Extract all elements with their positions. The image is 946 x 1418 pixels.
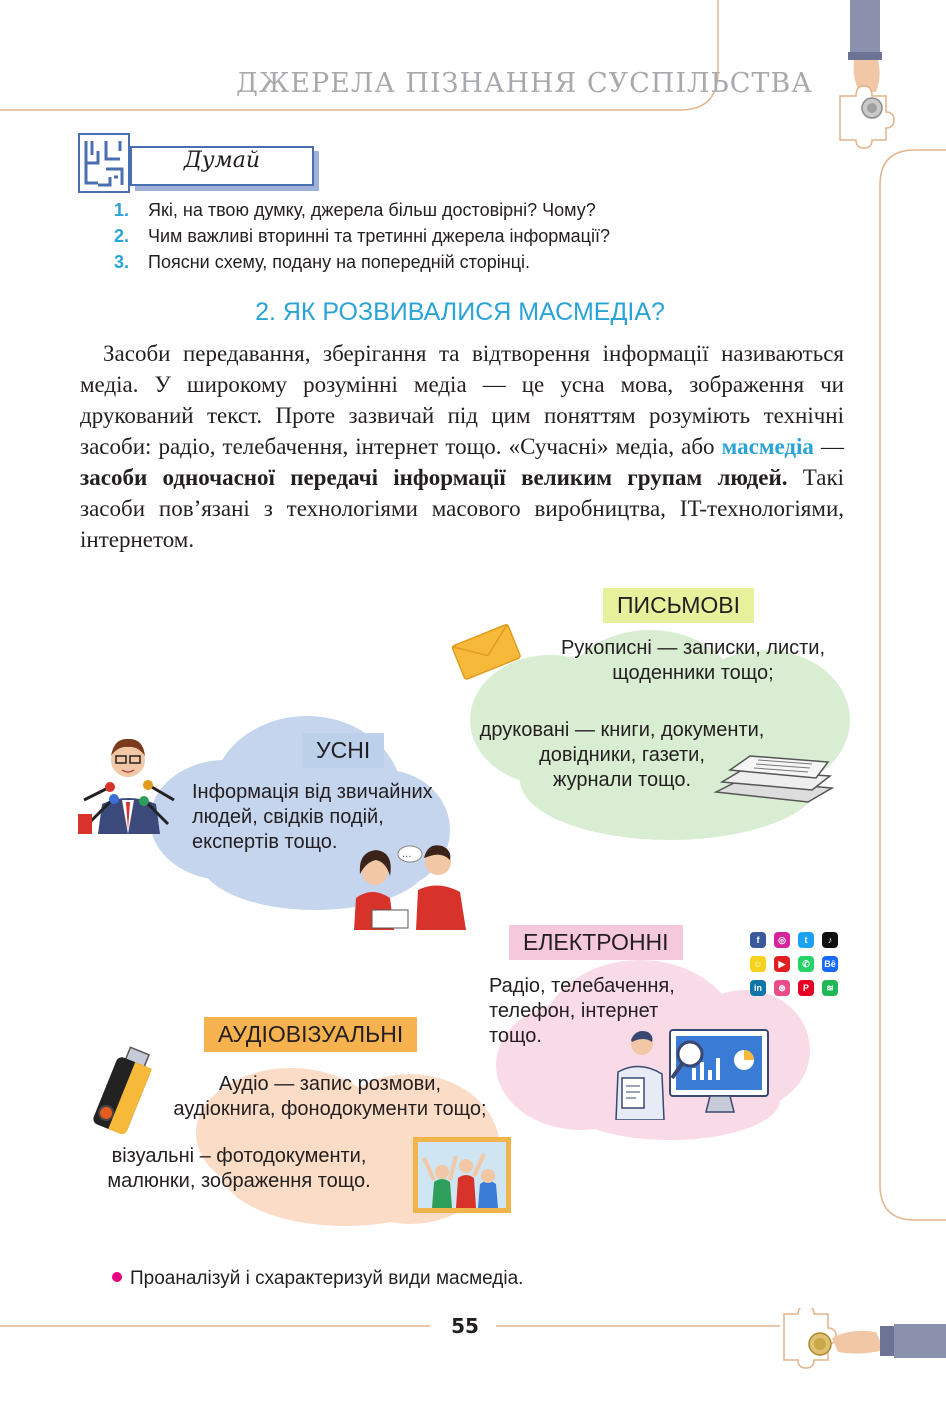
facebook-icon: f	[750, 932, 766, 948]
think-label: Думай	[183, 148, 261, 173]
tiktok-icon: ♪	[822, 932, 838, 948]
oral-text: Інформація від звичайних людей, свідків подій, експертів тощо.	[192, 781, 433, 853]
question-item: 3. Поясни схему, подану на попередній сторінці.	[114, 252, 530, 272]
photo-people-icon	[412, 1136, 512, 1214]
question-item: 1. Які, на твою думку, джерела більш достовірні? Чому?	[114, 200, 596, 220]
written-printed-text: друковані — книги, документи, довідники, газети, журнали тощо.	[479, 719, 765, 791]
term-masmedia: масмедіа	[721, 434, 814, 459]
interview-icon	[78, 730, 180, 834]
written-handwritten-text: Рукописні — записки, листи, щоденники тощо;	[560, 637, 826, 684]
linkedin-icon: in	[750, 980, 766, 996]
tag-written: ПИСЬМОВІ	[603, 588, 754, 623]
instagram-icon: ◎	[774, 932, 790, 948]
analytics-presenter-icon	[602, 1024, 774, 1120]
behance-icon: Bē	[822, 956, 838, 972]
body-paragraph: Засоби передавання, зберігання та відтворення інформації називаються медіа. У широкому розумінні медіа — це усна мова, зображення чи друкований текст. Проте зазвичай під цим поняттям розуміють технічні засоби: радіо, телебачення, інтернет тощо. «Сучасні» медіа, або масмедіа — засоби одночасної передачі інформації великим групам людей. Такі засоби пов’язані з технологіями масового виробництва, IT-технологіями, інтернетом.	[80, 341, 845, 552]
hand-puzzle-bottom-icon	[780, 1308, 946, 1370]
pinterest-icon: P	[798, 980, 814, 996]
snapchat-icon: ☺	[750, 956, 766, 972]
maze-icon	[78, 133, 130, 193]
section-heading: 2. ЯК РОЗВИВАЛИСЯ МАСМЕДІА?	[255, 298, 665, 326]
definition-bold: засоби одночасної передачі інформації великим групам людей.	[80, 465, 788, 490]
bullet-dot	[112, 1272, 122, 1282]
question-item: 2. Чим важливі вторинні та третинні джерела інформації?	[114, 226, 610, 246]
tag-audiovisual: АУДІОВІЗУАЛЬНІ	[204, 1017, 417, 1052]
twitter-icon: t	[798, 932, 814, 948]
tag-electronic: ЕЛЕКТРОННІ	[509, 925, 683, 960]
tag-oral: УСНІ	[302, 733, 384, 768]
youtube-icon: ▶	[774, 956, 790, 972]
hand-puzzle-icon	[836, 0, 896, 150]
page-number: 55	[451, 1314, 479, 1338]
people-talking-icon	[350, 836, 470, 930]
visual-text: візуальні – фотодокументи, малюнки, зображення тощо.	[107, 1145, 371, 1192]
task-text: Проаналізуй і схарактеризуй види масмедіа.	[130, 1268, 524, 1289]
chapter-title: ДЖЕРЕЛА ПІЗНАННЯ СУСПІЛЬСТВА	[236, 68, 813, 99]
envelope-icon	[448, 620, 524, 682]
newspapers-icon	[712, 744, 836, 806]
spotify-icon: ≋	[822, 980, 838, 996]
whatsapp-icon: ✆	[798, 956, 814, 972]
electronic-text: Радіо, телебачення, телефон, інтернет тощо.	[489, 975, 675, 1047]
audio-text: Аудіо — запис розмови, аудіокнига, фонодокументи тощо;	[173, 1073, 487, 1120]
dribbble-icon: ⊛	[774, 980, 790, 996]
svg-text:...: ...	[402, 849, 412, 860]
